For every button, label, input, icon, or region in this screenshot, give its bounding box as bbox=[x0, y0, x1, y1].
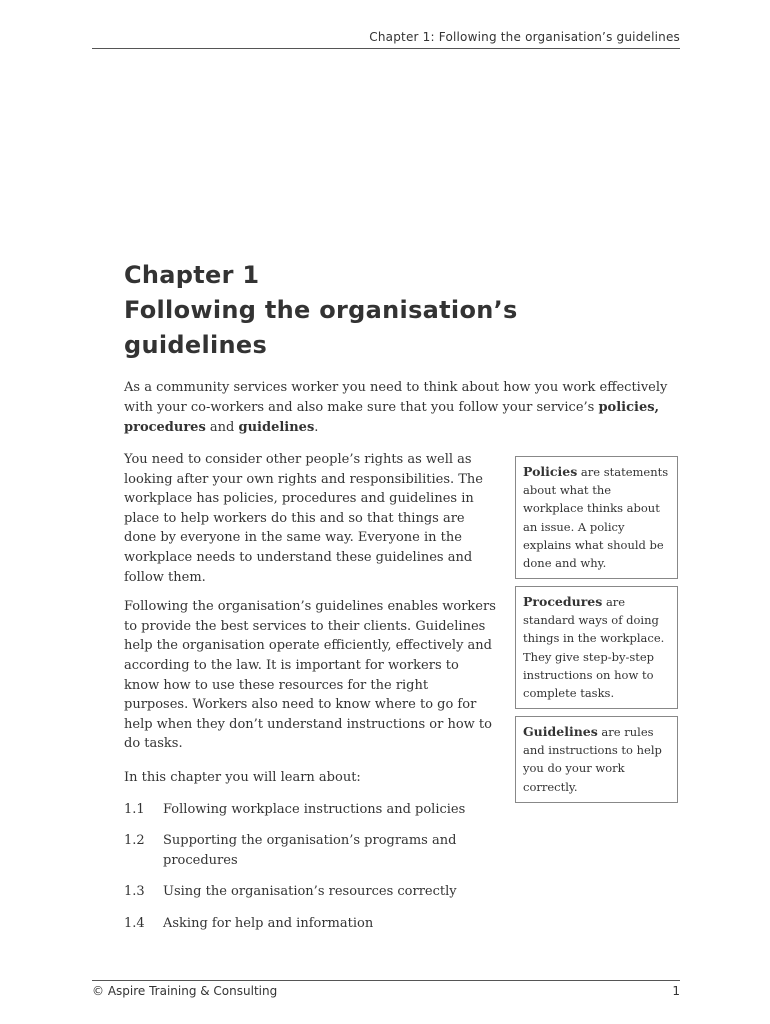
definition-term: Policies bbox=[523, 464, 578, 479]
list-item bbox=[124, 831, 496, 870]
intro-text-end: . bbox=[314, 420, 319, 435]
page-number: 1 bbox=[672, 984, 680, 998]
list-item-text: Using the organisation’s resources correctly bbox=[163, 884, 457, 900]
intro-text-start: As a community services worker you need to think about how you work effectively with your co-workers and also make sure that you follow your service’s bbox=[124, 380, 668, 415]
list-item-text: Following workplace instructions and policies bbox=[163, 801, 466, 817]
definition-term: Guidelines bbox=[523, 724, 598, 739]
definition-box-policies bbox=[515, 456, 678, 579]
definition-text: are standard ways of doing things in the workplace. They give step-by-step instructions on how to complete tasks. bbox=[523, 595, 665, 701]
intro-paragraph bbox=[124, 378, 676, 438]
body-paragraph-2: Following the organisation’s guidelines enables workers to provide the best services to their clients. Guidelines help the organisation operate efficiently, effectively and according to the law. It is important for workers to know how to use these resources for the right purposes. Workers also need to know where to go for help when they don’t understand instructions or how to do tasks. bbox=[124, 599, 496, 752]
definition-box-procedures bbox=[515, 586, 678, 709]
list-item bbox=[124, 800, 496, 820]
footer-copyright: © Aspire Training & Consulting bbox=[92, 984, 278, 998]
chapter-label: Chapter 1 bbox=[124, 261, 260, 289]
list-item-text: Asking for help and information bbox=[163, 915, 374, 931]
list-item bbox=[124, 882, 496, 902]
list-item-number: 1.2 bbox=[124, 833, 145, 849]
body-column bbox=[124, 450, 496, 945]
learn-intro: In this chapter you will learn about: bbox=[124, 769, 361, 785]
intro-term-guidelines: guidelines bbox=[238, 420, 315, 435]
chapter-title bbox=[124, 258, 684, 363]
running-header: Chapter 1: Following the organisation’s guidelines bbox=[92, 30, 680, 49]
definition-box-guidelines bbox=[515, 716, 678, 803]
chapter-title-line-2: guidelines bbox=[124, 331, 268, 359]
definition-text: are rules and instructions to help you do your work correctly. bbox=[523, 725, 662, 794]
list-item-number: 1.1 bbox=[124, 801, 145, 817]
definition-term: Procedures bbox=[523, 594, 603, 609]
list-item-number: 1.3 bbox=[124, 884, 145, 900]
list-item bbox=[124, 914, 496, 934]
intro-text-and: and bbox=[205, 420, 239, 435]
definition-text: are statements about what the workplace thinks about an issue. A policy explains what should be done and why. bbox=[523, 465, 669, 571]
list-item-number: 1.4 bbox=[124, 915, 145, 931]
learn-list bbox=[124, 800, 496, 934]
list-item-text: Supporting the organisation’s programs and procedures bbox=[163, 833, 457, 868]
chapter-title-line-1: Following the organisation’s bbox=[124, 296, 518, 324]
intro-term-policies-procedures: policies, procedures bbox=[124, 400, 660, 435]
body-paragraph-1: You need to consider other people’s rights as well as looking after your own rights and responsibilities. The workplace has policies, procedures and guidelines in place to help workers do this and so that things are done by everyone in the same way. Everyone in the workplace needs to understand these guidelines and follow them. bbox=[124, 452, 483, 585]
footer-rule bbox=[92, 980, 680, 981]
